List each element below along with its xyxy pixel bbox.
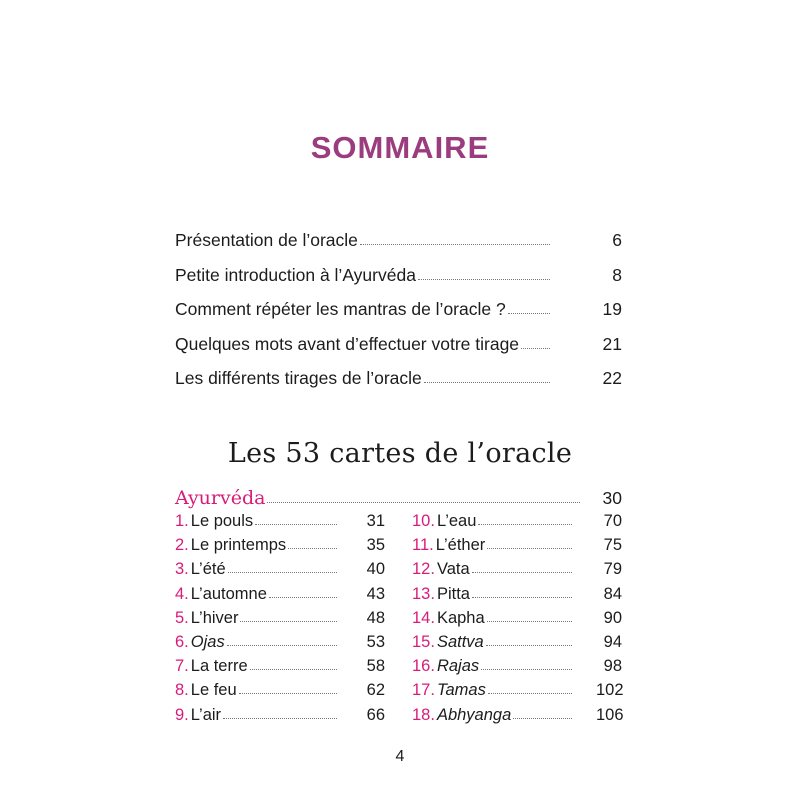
card-number: 12. xyxy=(412,560,435,579)
toc-entry[interactable] xyxy=(175,368,622,403)
card-number: 6. xyxy=(175,632,189,651)
card-entry[interactable] xyxy=(412,512,622,536)
card-entry[interactable] xyxy=(412,609,622,633)
dot-leader xyxy=(424,382,550,383)
toc-entry-page: 22 xyxy=(602,368,622,388)
card-entry[interactable] xyxy=(175,585,385,609)
card-page: 43 xyxy=(366,584,385,603)
card-page: 66 xyxy=(366,705,385,724)
card-page: 79 xyxy=(603,560,622,579)
card-page: 62 xyxy=(366,681,385,700)
dot-leader xyxy=(488,693,572,694)
card-number: 7. xyxy=(175,657,189,676)
card-entry[interactable] xyxy=(175,536,385,560)
cards-heading: Les 53 cartes de l’oracle xyxy=(227,438,573,469)
toc-entry[interactable] xyxy=(175,230,622,265)
card-name: Ojas xyxy=(190,632,225,651)
card-name: L’hiver xyxy=(190,608,239,627)
card-entry[interactable] xyxy=(412,560,622,584)
card-number: 4. xyxy=(175,584,189,603)
dot-leader xyxy=(418,279,550,280)
card-entry[interactable] xyxy=(175,512,385,536)
card-entry[interactable] xyxy=(412,681,622,705)
card-entry[interactable] xyxy=(412,585,622,609)
card-name: L’automne xyxy=(190,584,267,603)
card-number: 10. xyxy=(412,512,435,530)
toc-entry-label: Quelques mots avant d’effectuer votre tirage xyxy=(175,333,520,354)
card-number: 1. xyxy=(175,512,189,530)
card-number: 17. xyxy=(412,681,435,700)
dot-leader xyxy=(223,718,337,719)
dot-leader xyxy=(486,645,572,646)
card-entry[interactable] xyxy=(175,657,385,681)
card-name: L’eau xyxy=(436,512,477,530)
card-entry[interactable] xyxy=(412,657,622,681)
card-number: 11. xyxy=(412,536,434,555)
card-page: 58 xyxy=(366,657,385,676)
dot-leader xyxy=(513,718,572,719)
card-number: 15. xyxy=(412,632,435,651)
card-entry[interactable] xyxy=(175,560,385,584)
dot-leader xyxy=(472,597,572,598)
intro-toc xyxy=(175,230,622,403)
card-number: 13. xyxy=(412,584,435,603)
dot-leader xyxy=(472,572,572,573)
dot-leader xyxy=(255,524,337,525)
toc-entry[interactable] xyxy=(175,299,622,334)
card-name: Kapha xyxy=(436,608,485,627)
dot-leader xyxy=(360,244,550,245)
dot-leader xyxy=(228,572,337,573)
card-number: 5. xyxy=(175,608,189,627)
section-label: Ayurvéda xyxy=(175,487,266,509)
dot-leader xyxy=(239,693,337,694)
dot-leader xyxy=(521,348,550,349)
dot-leader xyxy=(481,669,572,670)
dot-leader xyxy=(487,548,572,549)
card-number: 9. xyxy=(175,705,189,724)
card-name: Le pouls xyxy=(190,512,254,530)
page-number: 4 xyxy=(395,748,405,765)
card-page: 94 xyxy=(603,632,622,651)
toc-entry-page: 19 xyxy=(602,299,622,319)
cards-column-left xyxy=(175,512,385,730)
card-page: 75 xyxy=(603,536,622,555)
card-page: 35 xyxy=(366,536,385,555)
card-page: 53 xyxy=(366,632,385,651)
card-name: Rajas xyxy=(436,657,480,676)
card-page: 90 xyxy=(603,608,622,627)
toc-entry-page: 6 xyxy=(612,230,622,250)
card-name: Le printemps xyxy=(190,536,287,555)
card-name: Sattva xyxy=(436,632,484,651)
toc-entry-label: Les différents tirages de l’oracle xyxy=(175,368,422,388)
card-number: 3. xyxy=(175,560,189,579)
card-entry[interactable] xyxy=(412,706,622,730)
card-entry[interactable] xyxy=(175,681,385,705)
dot-leader xyxy=(269,597,337,598)
card-page: 48 xyxy=(366,608,385,627)
card-number: 18. xyxy=(412,705,435,724)
dot-leader xyxy=(250,669,337,670)
toc-entry-page: 8 xyxy=(612,264,622,285)
card-name: L’air xyxy=(190,705,222,724)
section-entry-ayurveda[interactable] xyxy=(175,487,622,509)
card-entry[interactable] xyxy=(412,633,622,657)
toc-entry[interactable] xyxy=(175,334,622,369)
dot-leader xyxy=(508,313,550,314)
card-page: 106 xyxy=(596,705,624,724)
card-name: Vata xyxy=(436,560,470,579)
card-entry[interactable] xyxy=(412,536,622,560)
dot-leader xyxy=(487,621,572,622)
toc-entry-label: Petite introduction à l’Ayurvéda xyxy=(175,264,416,285)
card-entry[interactable] xyxy=(175,609,385,633)
section-page: 30 xyxy=(602,488,622,508)
card-page: 102 xyxy=(596,681,624,700)
card-number: 16. xyxy=(412,657,435,676)
card-page: 84 xyxy=(603,584,622,603)
card-number: 14. xyxy=(412,608,435,627)
dot-leader xyxy=(227,645,337,646)
toc-entry[interactable] xyxy=(175,265,622,300)
card-name: Abhyanga xyxy=(436,705,512,724)
card-name: L’été xyxy=(190,560,226,579)
card-number: 8. xyxy=(175,681,189,700)
dot-leader xyxy=(478,524,572,525)
card-name: Tamas xyxy=(436,681,486,700)
card-page: 40 xyxy=(366,560,385,579)
card-name: L’éther xyxy=(435,536,486,555)
card-entry[interactable] xyxy=(175,706,385,730)
dot-leader xyxy=(240,621,337,622)
card-entry[interactable] xyxy=(175,633,385,657)
card-number: 2. xyxy=(175,536,189,555)
toc-entry-label: Présentation de l’oracle xyxy=(175,230,358,250)
card-name: La terre xyxy=(190,657,248,676)
card-page: 70 xyxy=(603,512,622,530)
toc-entry-label: Comment répéter les mantras de l’oracle ? xyxy=(175,299,506,319)
card-page: 98 xyxy=(603,657,622,676)
card-name: Pitta xyxy=(436,584,470,603)
toc-entry-page: 21 xyxy=(602,333,622,354)
card-name: Le feu xyxy=(190,681,237,700)
dot-leader xyxy=(288,548,337,549)
dot-leader xyxy=(267,502,580,503)
card-page: 31 xyxy=(366,512,385,530)
cards-column-right xyxy=(412,512,622,730)
page-title: SOMMAIRE xyxy=(310,130,490,165)
